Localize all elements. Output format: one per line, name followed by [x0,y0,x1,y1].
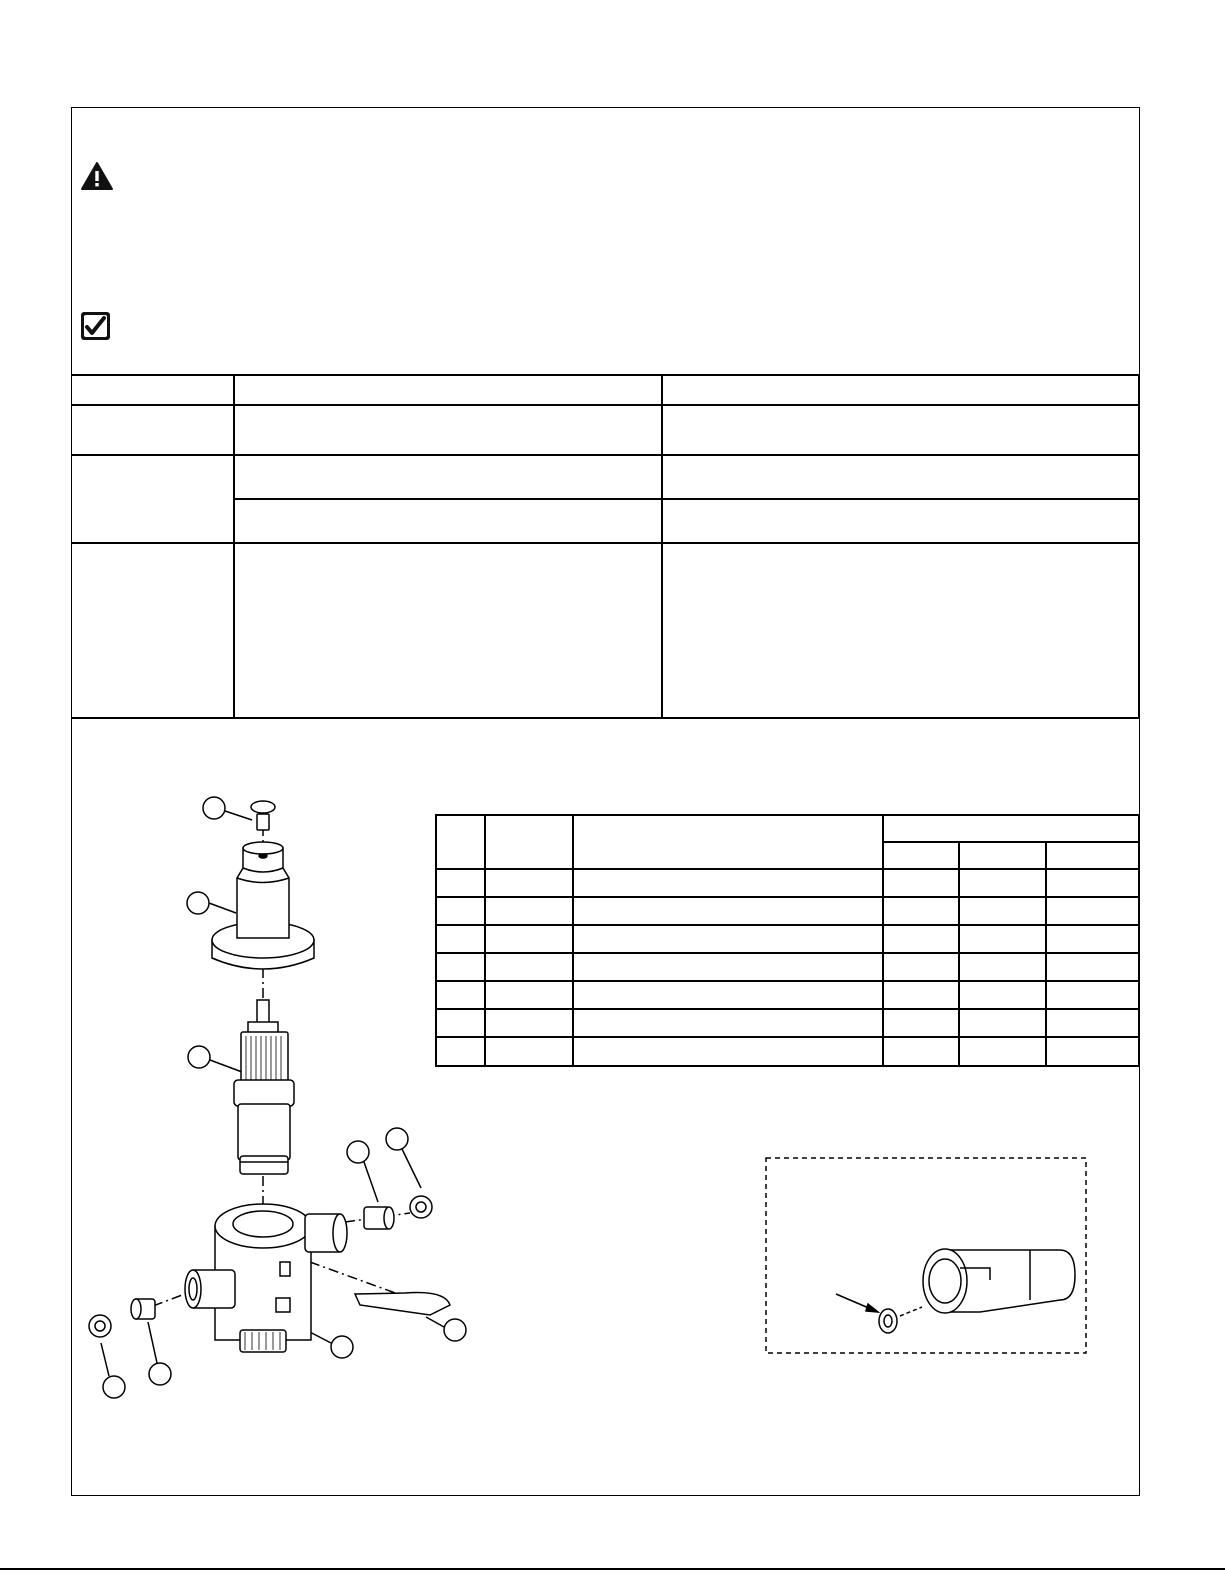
bottom-rule [0,1568,1225,1570]
